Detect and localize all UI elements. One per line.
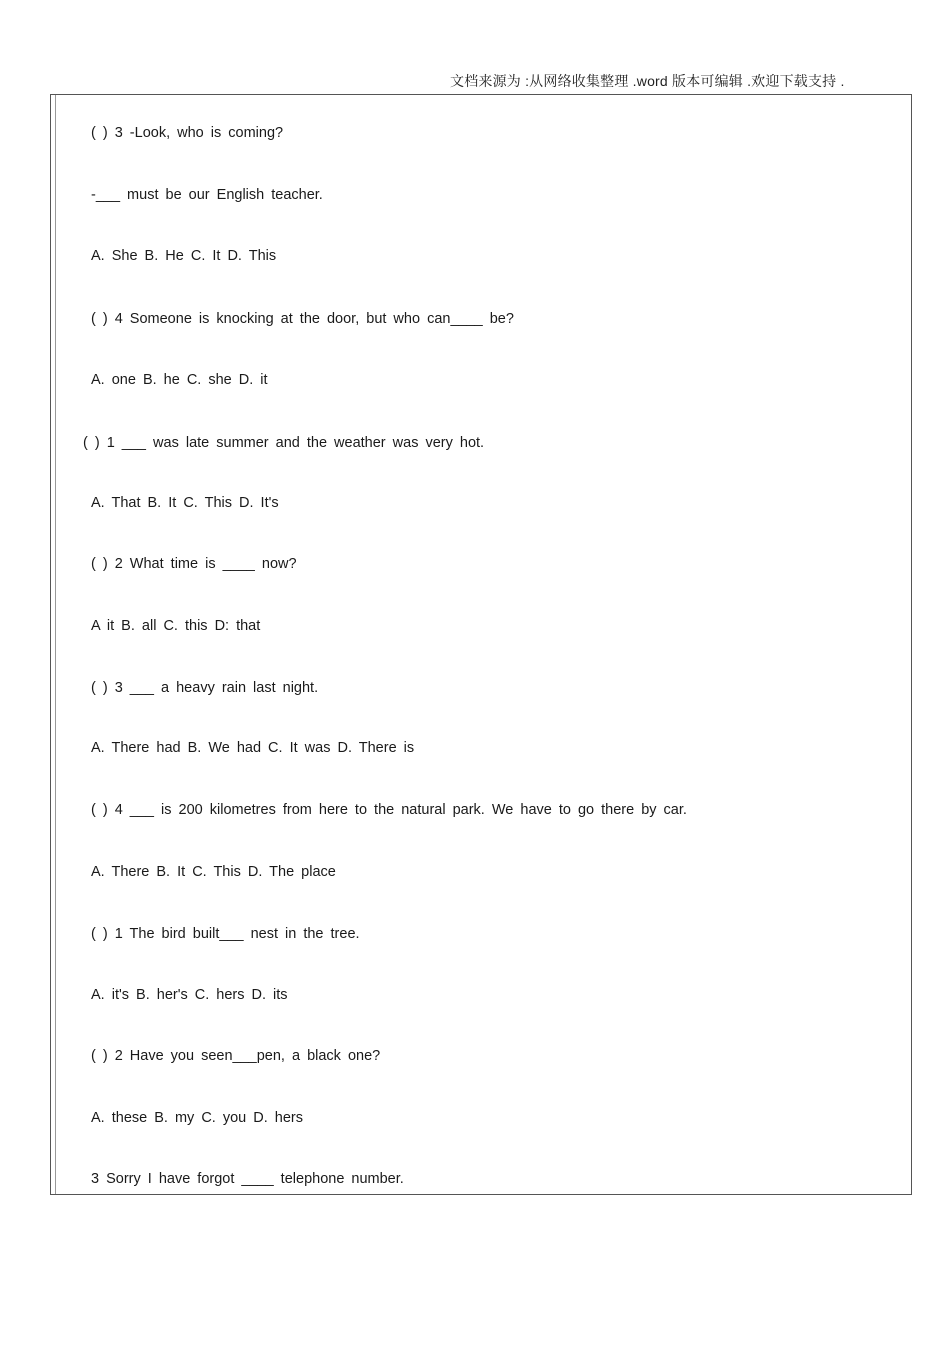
question-1-options: A. That B. It C. This D. It's <box>91 495 279 511</box>
header-note: 文档来源为 :从网络收集整理 .word 版本可编辑 .欢迎下载支持 . <box>450 73 845 89</box>
question-4-options: A. one B. he C. she D. it <box>91 372 268 388</box>
frame-inner-rule <box>55 95 56 1194</box>
question-2-pen: ( ) 2 Have you seen___pen, a black one? <box>91 1048 381 1064</box>
question-3-rain-options: A. There had B. We had C. It was D. There is <box>91 740 415 756</box>
question-3-options: A. She B. He C. It D. This <box>91 248 277 264</box>
question-1-bird-options: A. it's B. her's C. hers D. its <box>91 987 288 1003</box>
question-3-telephone: 3 Sorry I have forgot ____ telephone number. <box>91 1171 404 1187</box>
question-2-time: ( ) 2 What time is ____ now? <box>91 556 297 572</box>
question-2-pen-options: A. these B. my C. you D. hers <box>91 1110 303 1126</box>
question-3-rain: ( ) 3 ___ a heavy rain last night. <box>91 680 319 696</box>
question-4-kilometres-options: A. There B. It C. This D. The place <box>91 864 336 880</box>
question-1-summer: ( ) 1 ___ was late summer and the weather was very hot. <box>83 435 485 451</box>
question-3-look: ( ) 3 -Look, who is coming? <box>91 125 284 141</box>
question-2-options: A it B. all C. this D: that <box>91 618 261 634</box>
question-4-knocking: ( ) 4 Someone is knocking at the door, but who can____ be? <box>91 311 514 327</box>
question-1-bird: ( ) 1 The bird built___ nest in the tree. <box>91 926 360 942</box>
question-3-answer-line: -___ must be our English teacher. <box>91 187 323 203</box>
question-4-kilometres: ( ) 4 ___ is 200 kilometres from here to the natural park. We have to go there by car. <box>91 802 687 818</box>
